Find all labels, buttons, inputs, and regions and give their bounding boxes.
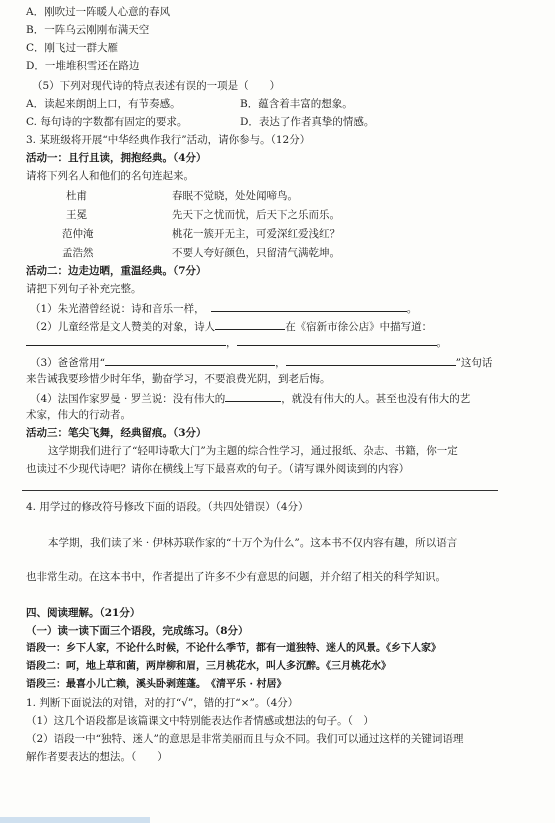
sentence-4-text-a: （4）法国作家罗曼 · 罗兰说：没有伟大的 <box>30 393 226 405</box>
full-stop: 。 <box>436 337 447 349</box>
sentence-3-text-b: ”这句话 <box>455 357 493 369</box>
sentence-3-text-a: （3）爸爸常用“ <box>30 357 106 369</box>
quote-1: 春眠不觉晓，处处闻啼鸟。 <box>172 190 298 202</box>
option-d: D．一堆堆积雪还在路边 <box>26 60 140 72</box>
q5-stem: （5）下列对现代诗的特点表述有误的一项是（ ） <box>32 80 281 92</box>
poet-blank[interactable] <box>215 318 285 330</box>
option-c: C．刚飞过一群大雁 <box>26 42 119 54</box>
answer-blank[interactable] <box>105 354 275 366</box>
poem-line-blanks <box>26 334 447 350</box>
q4-paragraph-2: 也非常生动。在这本书中，作者提出了许多不少有意思的问题，并介绍了相关的科学知识。 <box>26 571 446 583</box>
segment-1: 语段一：乡下人家，不论什么时候，不论什么季节，都有一道独特、迷人的风景。《乡下人家》 <box>26 643 441 654</box>
full-stop: 。 <box>406 303 418 315</box>
q5-option-a: A．读起来朗朗上口，有节奏感。 <box>26 98 181 110</box>
segment-3: 语段三：最喜小儿亡赖，溪头卧剥莲蓬。 《清平乐 · 村居》 <box>26 679 287 690</box>
name-fanzhongyan: 范仲淹 <box>62 228 94 240</box>
comma: ， <box>226 337 237 349</box>
option-a: A．刚吹过一阵暖人心意的春风 <box>26 6 171 18</box>
quote-3: 桃花一簇开无主，可爱深红爱浅红？ <box>172 228 340 240</box>
segment-2: 语段二：呵，地上草和菌，两岸柳和眉，三月桃花水，叫人多沉醉。《三月桃花水》 <box>26 661 391 672</box>
sentence-4-text-b: ，就没有伟大的人。甚至也没有伟大的艺 <box>281 393 471 405</box>
q1-item-1: （1）这几个语段都是该篇课文中特别能表达作者情感或想法的句子。（ ） <box>26 715 374 727</box>
q5-option-c: C. 每句诗的字数都有固定的要求。 <box>26 116 188 128</box>
q3-title: 3. 某班级将开展“中华经典作我行”活动，请你参与。（12分） <box>26 134 311 146</box>
activity3-paragraph-2: 也读过不少现代诗吧？请你在横线上写下最喜欢的句子。（请写课外阅读到的内容） <box>26 463 410 475</box>
sentence-2-text-b: 在《宿新市徐公店》中描写道： <box>285 321 433 333</box>
q1-stem: 1. 判断下面说法的对错，对的打“√”，错的打“×”。（4分） <box>26 697 299 709</box>
sentence-1-text: （1）朱光潜曾经说：诗和音乐一样， <box>30 303 205 315</box>
activity2-title: 活动二：边走边晒，重温经典。（7分） <box>26 265 207 277</box>
sentence-4 <box>30 390 470 406</box>
option-b: B．一阵乌云刚刚布满天空 <box>26 24 150 36</box>
sentence-3 <box>30 354 492 370</box>
sentence-1 <box>30 300 417 316</box>
activity3-title: 活动三：笔尖飞舞，经典留痕。（3分） <box>26 427 207 439</box>
sentence-2-text-a: （2）儿童经常是文人赞美的对象，诗人 <box>30 321 216 333</box>
answer-blank[interactable] <box>237 334 437 346</box>
writing-line[interactable] <box>22 490 498 491</box>
activity2-instruction: 请把下列句子补充完整。 <box>26 283 142 295</box>
q1-item-2-cont: 解作者要表达的想法。（ ） <box>26 751 168 763</box>
section4-title: 四、阅读理解。（21分） <box>26 607 141 619</box>
quote-4: 不要人夸好颜色，只留清气满乾坤。 <box>172 247 340 259</box>
sentence-2 <box>30 318 432 334</box>
section4-subtitle: （一）读一读下面三个语段，完成练习。（8分） <box>26 625 249 637</box>
q4-title: 4. 用学过的修改符号修改下面的语段。（共四处错误）（4分） <box>26 501 309 513</box>
scan-edge-mark <box>0 817 150 823</box>
answer-blank[interactable] <box>26 334 226 346</box>
name-dufu: 杜甫 <box>66 190 87 202</box>
name-wangmian: 王冕 <box>66 209 87 221</box>
quote-2: 先天下之忧而忧，后天下之乐而乐。 <box>172 209 340 221</box>
sentence-4-cont: 术家，伟大的行动者。 <box>26 409 131 421</box>
q4-paragraph-1: 本学期，我们读了米 · 伊林苏联作家的“十万个为什么”。这本书不仅内容有趣，所以语言 <box>48 537 458 549</box>
answer-blank[interactable] <box>225 390 281 402</box>
answer-blank[interactable] <box>286 354 456 366</box>
q5-option-b: B．蕴含着丰富的想象。 <box>240 98 353 110</box>
sentence-3-cont: 来告诫我要珍惜少时年华，勤奋学习，不要浪费光阴，到老后悔。 <box>26 373 331 385</box>
name-menghaoran: 孟浩然 <box>62 247 94 259</box>
q5-option-d: D．表达了作者真挚的情感。 <box>240 116 375 128</box>
activity1-instruction: 请将下列名人和他们的名句连起来。 <box>26 170 194 182</box>
q1-item-2: （2）语段一中“独特、迷人”的意思是非常美丽而且与众不同。我们可以通过这样的关键词语理 <box>26 733 464 745</box>
activity3-paragraph-1: 这学期我们进行了“轻叩诗歌大门”为主题的综合性学习，通过报纸、杂志、书籍，你一定 <box>48 445 458 457</box>
answer-blank[interactable] <box>211 300 407 312</box>
comma: ， <box>275 357 286 369</box>
activity1-title: 活动一：且行且读，拥抱经典。（4分） <box>26 152 207 164</box>
